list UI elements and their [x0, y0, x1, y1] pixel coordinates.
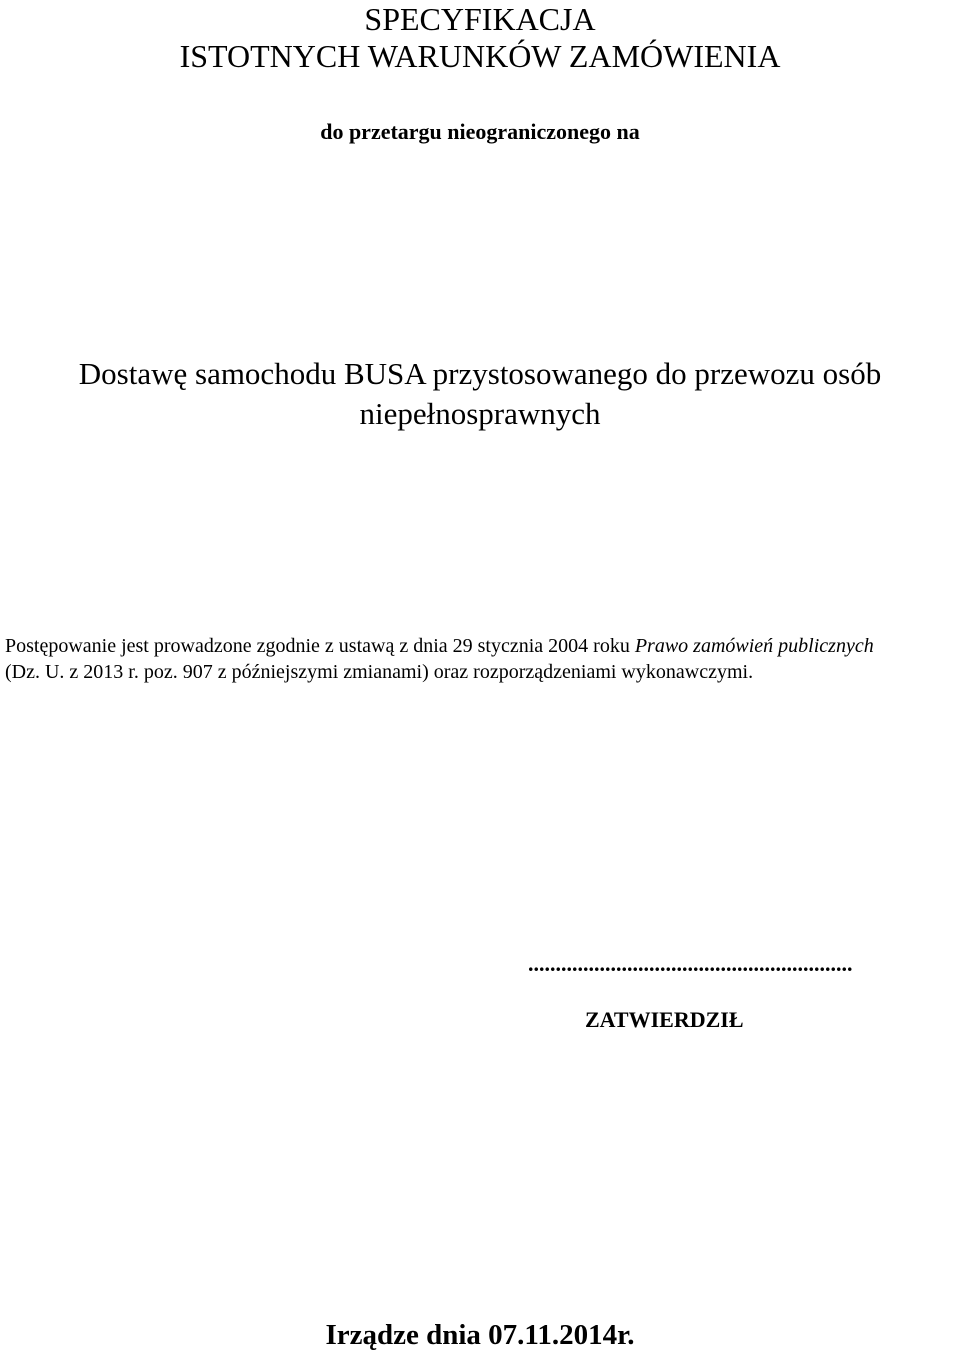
document-title-line-1: SPECYFIKACJA [364, 1, 596, 37]
document-subtitle: do przetargu nieograniczonego na [320, 119, 640, 144]
legal-basis-line-1 [5, 634, 960, 658]
legal-basis-line-2: (Dz. U. z 2013 r. poz. 907 z późniejszymi zmianami) oraz rozporządzeniami wykonawczymi. [5, 661, 754, 683]
approval-label: ZATWIERDZIŁ [585, 1007, 744, 1032]
place-and-date: Irządze dnia 07.11.2014r. [325, 1319, 635, 1351]
signature-line: ........................................................... [528, 951, 853, 976]
procurement-subject-line-1: Dostawę samochodu BUSA przystosowanego do przewozu osób [78, 356, 882, 391]
document-title-line-2: ISTOTNYCH WARUNKÓW ZAMÓWIENIA [179, 38, 781, 74]
procurement-subject-line-2: niepełnosprawnych [359, 396, 601, 431]
legal-basis-text: Postępowanie jest prowadzone zgodnie z ustawą z dnia 29 stycznia 2004 roku [5, 635, 635, 657]
legal-act-name: Prawo zamówień publicznych [634, 635, 874, 657]
